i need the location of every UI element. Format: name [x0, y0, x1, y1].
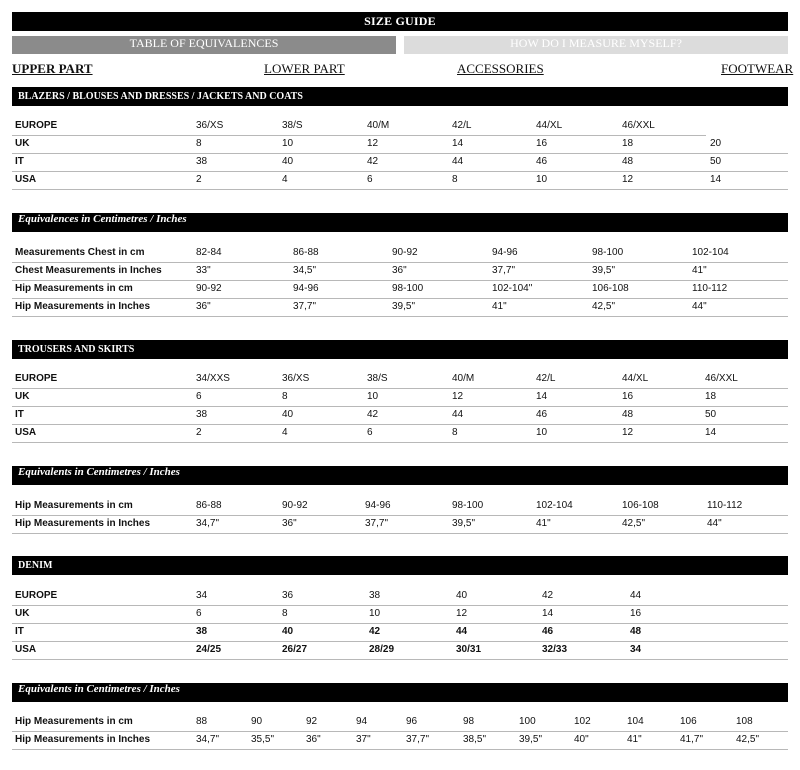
size-cell: 6: [367, 427, 373, 438]
size-cell: 38: [369, 590, 381, 601]
size-cell: 4: [282, 174, 288, 185]
size-cell: 12: [622, 427, 634, 438]
size-cell: 90-92: [196, 283, 222, 294]
table-row: [12, 245, 788, 263]
size-cell: 8: [452, 427, 458, 438]
size-cell: 20: [710, 138, 722, 149]
size-cell: 48: [622, 409, 634, 420]
size-cell: 12: [622, 174, 634, 185]
size-cell: 34/XXS: [196, 373, 230, 384]
size-cell: 36": [282, 518, 297, 529]
section-heading: Equivalents in Centimetres / Inches: [12, 466, 788, 485]
size-cell: 42,5": [622, 518, 646, 529]
size-cell: 94-96: [293, 283, 319, 294]
tab-how-do-i-measure[interactable]: HOW DO I MEASURE MYSELF?: [404, 36, 788, 54]
size-cell: 100: [519, 716, 536, 727]
size-cell: 98-100: [392, 283, 424, 294]
table-row: [12, 172, 788, 190]
size-cell: 44/XL: [622, 373, 649, 384]
row-label: EUROPE: [15, 120, 58, 131]
size-guide-title: SIZE GUIDE: [12, 12, 788, 31]
size-cell: 40": [574, 734, 589, 745]
size-cell: 41": [492, 301, 507, 312]
size-cell: 42,5": [592, 301, 616, 312]
table-row: [12, 118, 706, 136]
nav-upper-part[interactable]: UPPER PART: [12, 61, 93, 76]
size-cell: 94-96: [365, 500, 391, 511]
size-cell: 34,7": [196, 518, 220, 529]
size-cell: 6: [367, 174, 373, 185]
size-cell: 44: [452, 156, 464, 167]
size-cell: 44: [630, 590, 642, 601]
size-cell: 37,7": [406, 734, 430, 745]
size-cell: 8: [282, 608, 288, 619]
row-label: Measurements Chest in cm: [15, 247, 145, 258]
size-cell: 44: [456, 626, 468, 637]
size-cell: 6: [196, 608, 202, 619]
size-cell: 98: [463, 716, 475, 727]
table-row: [12, 154, 788, 172]
size-cell: 34,5": [293, 265, 317, 276]
size-cell: 10: [536, 174, 548, 185]
size-cell: 48: [622, 156, 634, 167]
size-cell: 12: [452, 391, 464, 402]
row-label: Hip Measurements in Inches: [15, 301, 151, 312]
size-cell: 10: [282, 138, 294, 149]
size-cell: 38: [196, 626, 208, 637]
size-cell: 30/31: [456, 644, 482, 655]
size-cell: 40: [282, 409, 294, 420]
size-cell: 6: [196, 391, 202, 402]
size-cell: 96: [406, 716, 418, 727]
size-cell: 14: [710, 174, 722, 185]
table-row: [12, 732, 788, 750]
size-cell: 38: [196, 156, 208, 167]
size-cell: 39,5": [592, 265, 616, 276]
size-cell: 36": [306, 734, 321, 745]
size-cell: 90-92: [392, 247, 418, 258]
table-row: [12, 136, 788, 154]
size-cell: 94: [356, 716, 368, 727]
row-label: USA: [15, 174, 37, 185]
size-cell: 37,7": [492, 265, 516, 276]
table-row: [12, 516, 788, 534]
table-row: [12, 263, 788, 281]
size-cell: 38: [196, 409, 208, 420]
row-label: Hip Measurements in Inches: [15, 734, 151, 745]
row-label: Chest Measurements in Inches: [15, 265, 162, 276]
size-cell: 106-108: [622, 500, 659, 511]
size-cell: 46: [536, 156, 548, 167]
size-cell: 38,5": [463, 734, 487, 745]
size-cell: 39,5": [392, 301, 416, 312]
size-cell: 16: [536, 138, 548, 149]
section-heading: BLAZERS / BLOUSES AND DRESSES / JACKETS AND COATS: [12, 87, 788, 106]
size-cell: 108: [736, 716, 753, 727]
size-cell: 10: [536, 427, 548, 438]
size-cell: 14: [536, 391, 548, 402]
size-cell: 92: [306, 716, 318, 727]
size-cell: 26/27: [282, 644, 308, 655]
size-cell: 42: [367, 156, 379, 167]
section-heading: DENIM: [12, 556, 788, 575]
size-cell: 42: [369, 626, 381, 637]
size-cell: 8: [452, 174, 458, 185]
row-label: USA: [15, 644, 37, 655]
size-cell: 38/S: [282, 120, 303, 131]
size-cell: 40: [282, 626, 294, 637]
table-row: [12, 606, 788, 624]
table-row: [12, 407, 788, 425]
row-label: EUROPE: [15, 590, 58, 601]
size-cell: 46: [536, 409, 548, 420]
size-cell: 14: [705, 427, 717, 438]
size-cell: 32/33: [542, 644, 568, 655]
size-cell: 40: [282, 156, 294, 167]
size-cell: 110-112: [707, 500, 743, 511]
size-cell: 10: [367, 391, 379, 402]
size-cell: 37,7": [293, 301, 317, 312]
size-cell: 34,7": [196, 734, 220, 745]
section-heading: Equivalents in Centimetres / Inches: [12, 683, 788, 702]
table-row: [12, 299, 788, 317]
row-label: IT: [15, 409, 24, 420]
size-cell: 41,7": [680, 734, 704, 745]
size-cell: 86-88: [196, 500, 222, 511]
section-heading: Equivalences in Centimetres / Inches: [12, 213, 788, 232]
size-cell: 14: [542, 608, 554, 619]
size-cell: 42/L: [536, 373, 556, 384]
size-cell: 41": [692, 265, 707, 276]
size-cell: 8: [282, 391, 288, 402]
size-cell: 36: [282, 590, 294, 601]
size-cell: 39,5": [519, 734, 543, 745]
size-cell: 90: [251, 716, 263, 727]
row-label: EUROPE: [15, 373, 58, 384]
section-heading: TROUSERS AND SKIRTS: [12, 340, 788, 359]
size-cell: 39,5": [452, 518, 476, 529]
nav-lower-part[interactable]: LOWER PART: [264, 61, 345, 76]
row-label: Hip Measurements in Inches: [15, 518, 151, 529]
nav-footwear[interactable]: FOOTWEAR: [721, 61, 794, 76]
size-cell: 46/XXL: [622, 120, 655, 131]
row-label: UK: [15, 138, 30, 149]
size-cell: 36/XS: [282, 373, 310, 384]
size-cell: 24/25: [196, 644, 222, 655]
nav-accessories[interactable]: ACCESSORIES: [457, 61, 544, 76]
size-cell: 33": [196, 265, 211, 276]
size-cell: 12: [367, 138, 379, 149]
size-cell: 102: [574, 716, 591, 727]
size-cell: 41": [536, 518, 551, 529]
size-cell: 82-84: [196, 247, 222, 258]
size-cell: 44": [692, 301, 707, 312]
row-label: UK: [15, 608, 30, 619]
table-row: [12, 498, 788, 516]
size-cell: 16: [630, 608, 642, 619]
size-cell: 34: [630, 644, 642, 655]
size-cell: 94-96: [492, 247, 518, 258]
size-cell: 104: [627, 716, 644, 727]
size-cell: 18: [705, 391, 717, 402]
row-label: UK: [15, 391, 30, 402]
table-row: [12, 425, 788, 443]
size-cell: 42: [542, 590, 554, 601]
size-cell: 98-100: [452, 500, 484, 511]
table-row: [12, 371, 788, 389]
row-label: IT: [15, 626, 24, 637]
size-cell: 110-112: [692, 283, 728, 294]
size-cell: 14: [452, 138, 464, 149]
size-cell: 36/XS: [196, 120, 224, 131]
size-cell: 37,7": [365, 518, 389, 529]
size-cell: 35,5": [251, 734, 275, 745]
size-cell: 36": [196, 301, 211, 312]
row-label: Hip Measurements in cm: [15, 716, 133, 727]
size-cell: 38/S: [367, 373, 388, 384]
size-cell: 102-104: [536, 500, 573, 511]
size-cell: 46: [542, 626, 554, 637]
size-cell: 44/XL: [536, 120, 563, 131]
size-cell: 8: [196, 138, 202, 149]
size-cell: 98-100: [592, 247, 624, 258]
size-cell: 88: [196, 716, 208, 727]
size-cell: 44: [452, 409, 464, 420]
size-cell: 86-88: [293, 247, 319, 258]
table-row: [12, 714, 788, 732]
size-cell: 50: [710, 156, 722, 167]
table-row: [12, 281, 788, 299]
size-cell: 50: [705, 409, 717, 420]
size-cell: 46/XXL: [705, 373, 738, 384]
row-label: Hip Measurements in cm: [15, 283, 133, 294]
size-cell: 37": [356, 734, 371, 745]
size-cell: 102-104: [692, 247, 729, 258]
size-cell: 34: [196, 590, 208, 601]
size-cell: 42: [367, 409, 379, 420]
table-row: [12, 624, 788, 642]
row-label: USA: [15, 427, 37, 438]
size-cell: 44": [707, 518, 722, 529]
size-cell: 4: [282, 427, 288, 438]
size-cell: 42,5": [736, 734, 760, 745]
size-cell: 90-92: [282, 500, 308, 511]
size-cell: 36": [392, 265, 407, 276]
size-cell: 2: [196, 174, 202, 185]
row-label: Hip Measurements in cm: [15, 500, 133, 511]
size-cell: 40/M: [367, 120, 390, 131]
table-row: [12, 642, 788, 660]
size-cell: 48: [630, 626, 642, 637]
size-cell: 40/M: [452, 373, 475, 384]
size-cell: 106: [680, 716, 697, 727]
size-cell: 16: [622, 391, 634, 402]
table-row: [12, 588, 788, 606]
table-row: [12, 389, 788, 407]
size-cell: 42/L: [452, 120, 472, 131]
size-cell: 41": [627, 734, 642, 745]
size-cell: 10: [369, 608, 381, 619]
size-cell: 102-104": [492, 283, 533, 294]
size-cell: 28/29: [369, 644, 395, 655]
size-cell: 2: [196, 427, 202, 438]
size-cell: 106-108: [592, 283, 629, 294]
size-cell: 12: [456, 608, 468, 619]
tab-table-of-equivalences[interactable]: TABLE OF EQUIVALENCES: [12, 36, 396, 54]
size-cell: 40: [456, 590, 468, 601]
row-label: IT: [15, 156, 24, 167]
size-cell: 18: [622, 138, 634, 149]
